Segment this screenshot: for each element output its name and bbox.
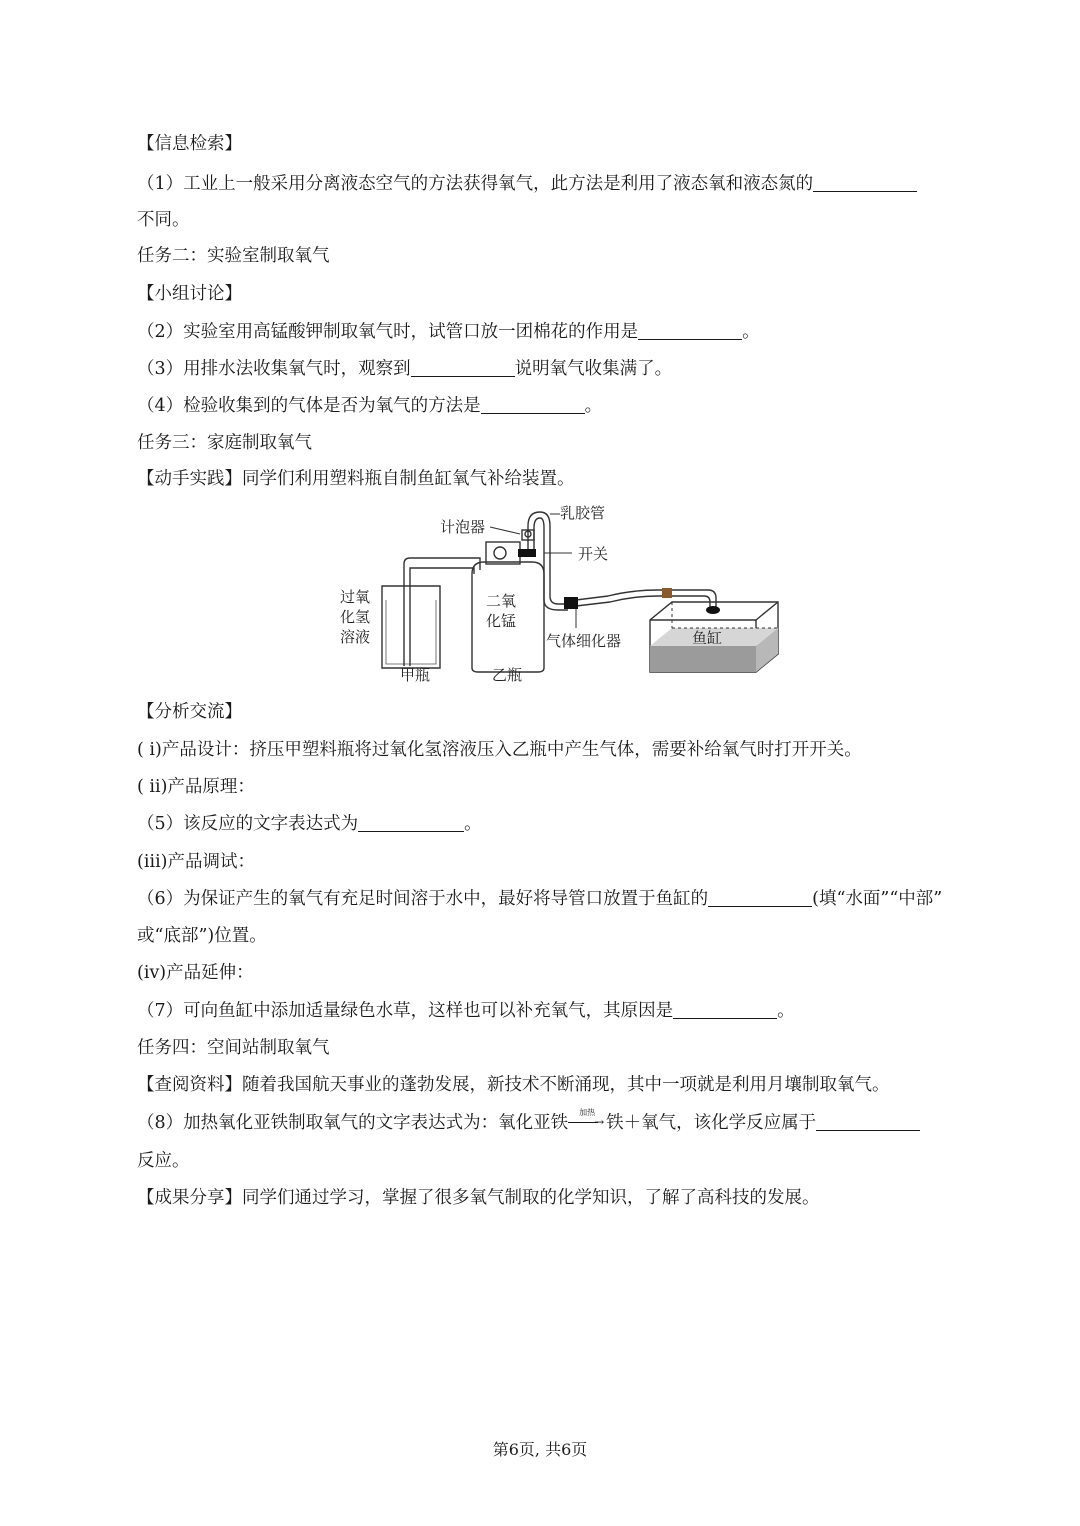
product-principle: ( ⅱ)产品原理： (137, 777, 255, 797)
question-2-text: （2）实验室用高锰酸钾制取氧气时，试管口放一团棉花的作用是 (137, 322, 639, 342)
gas-refiner (564, 597, 578, 609)
product-design: ( ⅰ)产品设计：挤压甲塑料瓶将过氧化氢溶液压入乙瓶中产生气体，需要补给氧气时打开开关。 (137, 740, 862, 760)
question-7-end: 。 (777, 1001, 795, 1021)
bottle-a-shape (382, 586, 440, 668)
question-5-end: 。 (464, 814, 482, 834)
answer-blank-8[interactable] (816, 1112, 920, 1131)
outlet-tip (706, 606, 720, 614)
label-fish-tank: 鱼缸 (692, 629, 723, 647)
section-info-search: 【信息检索】 (137, 134, 242, 154)
label-mno2-1: 二氧 (486, 592, 517, 610)
question-6-text: （6）为保证产生的氧气有充足时间溶于水中，最好将导管口放置于鱼缸的 (137, 889, 709, 909)
section-analysis: 【分析交流】 (137, 702, 242, 722)
product-extension: (ⅳ)产品延伸： (137, 963, 254, 983)
question-8 (137, 1108, 920, 1135)
connecting-tube (404, 558, 480, 666)
question-1-text: （1）工业上一般采用分离液态空气的方法获得氧气，此方法是利用了液态氧和液态氮的 (137, 174, 814, 194)
question-8-cont: 反应。 (137, 1151, 190, 1171)
question-7-text: （7）可向鱼缸中添加适量绿色水草，这样也可以补充氧气，其原因是 (137, 1001, 674, 1021)
label-mno2-2: 化锰 (486, 612, 517, 630)
product-testing: (ⅲ)产品调试： (137, 852, 255, 872)
answer-blank-3[interactable] (411, 358, 515, 377)
question-8-text: （8）加热氧化亚铁制取氧气的文字表达式为：氧化亚铁 (137, 1113, 569, 1133)
latex-tube (522, 512, 568, 604)
answer-blank-2[interactable] (638, 321, 742, 340)
label-h2o2-2: 化氢 (340, 608, 371, 626)
section-group-discussion: 【小组讨论】 (137, 284, 242, 304)
question-5 (137, 812, 482, 836)
switch-valve (518, 549, 536, 557)
question-3 (137, 357, 672, 381)
task-2-heading: 任务二：实验室制取氧气 (137, 246, 330, 266)
answer-blank-6[interactable] (708, 888, 812, 907)
label-h2o2-3: 溶液 (340, 628, 371, 646)
question-6-options: (填“水面”“中部” (812, 889, 943, 909)
section-reference: 【查阅资料】随着我国航天事业的蓬勃发展，新技术不断涌现，其中一项就是利用月壤制取氧气。 (137, 1075, 890, 1095)
question-7 (137, 999, 795, 1023)
reaction-arrow: 加热 → (568, 1111, 606, 1131)
section-sharing: 【成果分享】同学们通过学习，掌握了很多氧气制取的化学知识，了解了高科技的发展。 (137, 1188, 820, 1208)
tank-water (650, 646, 756, 672)
question-1 (137, 172, 917, 196)
section-hands-on: 【动手实践】同学们利用塑料瓶自制鱼缸氧气补给装置。 (137, 469, 575, 489)
label-switch: 开关 (578, 545, 609, 563)
label-counter: 计泡器 (440, 518, 486, 536)
question-4-end: 。 (584, 396, 603, 416)
task-3-heading: 任务三：家庭制取氧气 (137, 433, 312, 453)
outlet-tube (576, 590, 716, 610)
label-gas-refiner: 气体细化器 (546, 632, 622, 650)
question-1-cont: 不同。 (137, 210, 190, 230)
label-bottle-b: 乙瓶 (492, 666, 523, 684)
label-latex-tube: 乳胶管 (560, 504, 606, 522)
answer-blank-5[interactable] (358, 813, 464, 832)
question-2-end: 。 (742, 322, 760, 342)
question-4 (137, 394, 602, 418)
task-4-heading: 任务四：空间站制取氧气 (137, 1038, 330, 1058)
question-2 (137, 320, 760, 344)
question-6 (137, 887, 942, 911)
question-6-cont: 或“底部”)位置。 (137, 926, 267, 946)
page-footer: 第6页, 共6页 (492, 1440, 588, 1459)
label-bottle-a: 甲瓶 (400, 666, 431, 684)
answer-blank-1[interactable] (813, 173, 917, 192)
bubble-counter-box (486, 542, 520, 564)
question-4-text: （4）检验收集到的气体是否为氧气的方法是 (137, 396, 481, 416)
reaction-condition: 加热 (579, 1108, 596, 1117)
label-h2o2-1: 过氧 (340, 588, 371, 606)
fish-tank-oxygen-apparatus (332, 500, 782, 686)
question-5-text: （5）该反应的文字表达式为 (137, 814, 359, 834)
answer-blank-7[interactable] (673, 1000, 777, 1019)
answer-blank-4[interactable] (481, 395, 585, 414)
question-3-end: 说明氧气收集满了。 (514, 359, 673, 379)
question-8-text-2: 铁＋氧气，该化学反应属于 (606, 1113, 817, 1133)
question-3-text: （3）用排水法收集氧气时，观察到 (137, 359, 411, 379)
